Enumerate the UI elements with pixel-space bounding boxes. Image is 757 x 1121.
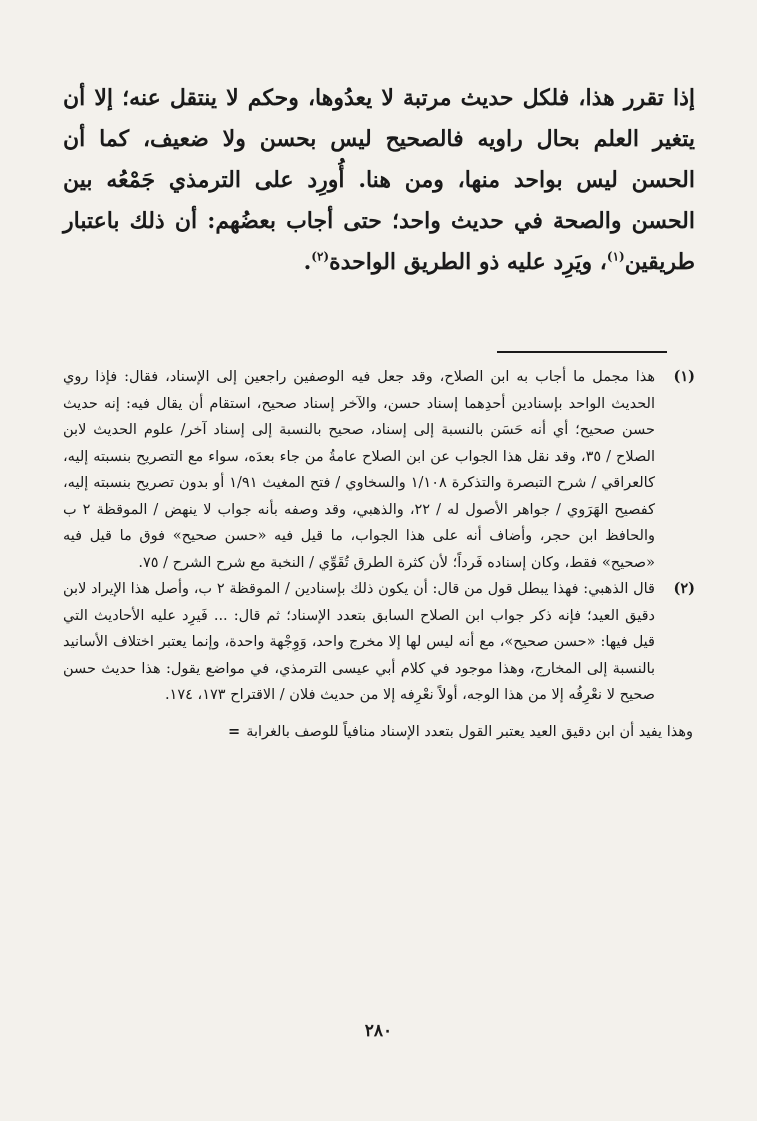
footnote-number: (٢) [673, 580, 695, 597]
footnote-marker-1[interactable]: (١) [606, 249, 625, 264]
main-paragraph-end: . [303, 249, 312, 275]
footnote-continuation [63, 719, 695, 746]
footnote-separator [497, 351, 667, 353]
footnote-text: هذا مجمل ما أجاب به ابن الصلاح، وقد جعل فيه الوصفين راجعين إلى الإسناد، فقال: فإذا روي الحديث الواحد بإسنادين أحدِهما إسناد حسن، والآخر إسناد صحيح، استقام أن يقال فيه: إنه حديث حسن صحيح؛ أي أنه حَسَن بالنسبة إلى إسناد، صحيح بالنسبة إلى إسناد آخر/ علوم الحديث لابن الصلاح / ٣٥، وقد نقل هذا الجواب عن ابن الصلاح عامةُ من جاء بعدَه، سواء مع التصريح بنسبته إليه، كالعراقي / شرح التبصرة والتذكرة ١/١٠٨ والسخاوي / فتح المغيث ١/٩١ أو بدون تصريح بنسبته إليه، كفصيح الهَرَوي / جواهر الأصول له / ٢٢، والذهبي، وقد وصفه بأنه جواب لا ينهض / الموقظة ٢ ب والحافظ ابن حجر، وأضاف أنه على هذا الجواب، ما قيل فيه «حسن صحيح» فوق ما قيل فيه «صحيح» فقط، وكان إسناده فَرداً؛ لأن كثرة الطرق تُقَوِّي / النخبة مع شرح الشرح / ٧٥. [63, 369, 655, 571]
main-paragraph [63, 78, 695, 283]
footnote-2 [63, 576, 695, 709]
footnote-number: (١) [673, 368, 695, 385]
page-number: ٢٨٠ [364, 1021, 393, 1041]
main-text-block [63, 78, 695, 283]
main-paragraph-text: إذا تقرر هذا، فلكل حديث مرتبة لا يعدُوها، وحكم لا ينتقل عنه؛ إلا أن يتغير العلم بحال راويه فالصحيح ليس بحسن ولا ضعيف، كما أن الحسن ليس بواحد منها، ومن هنا. أُورِد على الترمذي جَمْعُه بين الحسن والصحة في حديث واحد؛ حتى أجاب بعضُهم: أن ذلك باعتبار طريقين [63, 85, 695, 275]
footnote-text: قال الذهبي: فهذا يبطل قول من قال: أن يكون ذلك بإسنادين / الموقظة ٢ ب، وأصل هذا الإيراد لابن دقيق العيد؛ فإنه ذكر جواب ابن الصلاح السابق بتعدد الإسناد؛ ثم قال: ... فَيرِد عليه الأحاديث التي قيل فيها: «حسن صحيح»، مع أنه ليس لها إلا مخرج واحد، وَوِجْهة واحدة، وإنما يعتبر اختلاف الأسانيد بالنسبة إلى المخارج، وهذا موجود في كلام أبي عيسى الترمذي، في مواضع يقول: هذا حديث حسن صحيح لا نعْرِفُه إلا من هذا الوجه، أولاً نعْرِفه إلا من حديث فلان / الاقتراح ١٧٣، ١٧٤. [63, 581, 655, 703]
continuation-text: وهذا يفيد أن ابن دقيق العيد يعتبر القول بتعدد الإسناد منافياً للوصف بالغرابة [246, 723, 693, 740]
footnote-marker-2[interactable]: (٢) [311, 249, 330, 264]
footnotes-section [63, 364, 695, 745]
main-paragraph-middle: ، ويَرِد عليه ذو الطريق الواحدة [329, 249, 607, 275]
footnote-1 [63, 364, 695, 576]
continuation-mark: = [228, 722, 241, 740]
